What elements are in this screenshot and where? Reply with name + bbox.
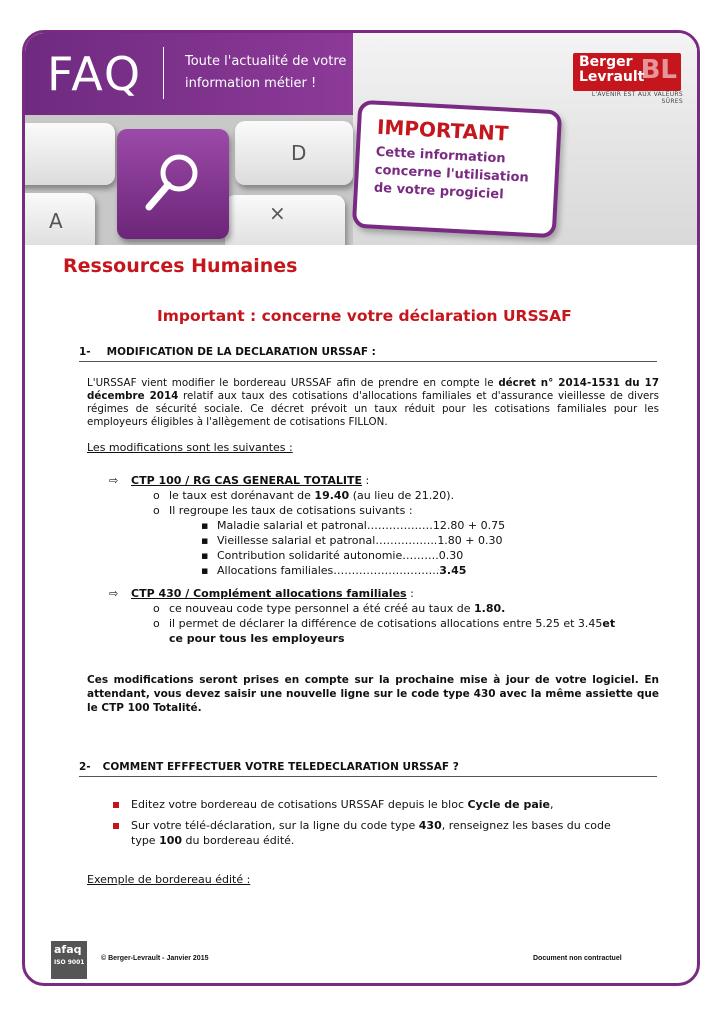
- section1-heading: 1- MODIFICATION DE LA DECLARATION URSSAF :: [79, 346, 376, 358]
- list-item: ▪ Contribution solidarité autonomie……….0.30: [201, 549, 464, 562]
- keyboard-key-d: D: [235, 121, 353, 185]
- modifications-label: Les modifications sont les suivantes :: [87, 441, 293, 454]
- list-item: ▪ Maladie salarial et patronal………………12.80 + 0.75: [201, 519, 506, 532]
- red-square-icon: [113, 802, 119, 808]
- faq-divider: [163, 47, 164, 99]
- search-icon: [117, 129, 229, 239]
- berger-levrault-logo: Berger Levrault BL: [573, 53, 681, 91]
- section1-rule: [79, 361, 657, 362]
- footer-copyright: © Berger-Levrault - Janvier 2015: [101, 955, 209, 962]
- ctp100-block: ⇨ CTP 100 / RG CAS GENERAL TOTALITE : o le taux est dorénavant de 19.40 (au lieu de 21.20). o Il regroupe les taux de cotisations suivants : ▪ Maladie salarial et patronal………………12.80 + 0.75 ▪ Vieillesse salarial et patronal……………..1.80 + 0.30 ▪ Contribution solidarité autonomie……….0.30 ▪ Allocations familiales………………………..3.45: [109, 473, 669, 578]
- ctp430-block: ⇨ CTP 430 / Complément allocations familiales : o ce nouveau code type personnel a été créé au taux de 1.80. o il permet de déclarer la différence de cotisations allocations entre 5.25 et 3.45et ce pour tous les employeurs: [109, 587, 616, 645]
- logo-slogan: L'AVENIR EST AUX VALEURS SÛRES: [591, 91, 683, 105]
- list-item: ▪ Vieillesse salarial et patronal……………..1.80 + 0.30: [201, 534, 503, 547]
- update-note: Ces modifications seront prises en compte sur la prochaine mise à jour de votre logiciel. En attendant, vous devez saisir une nouvelle ligne sur le code type 430 avec la même assiette que le CTP 100 Totalité.: [87, 674, 659, 714]
- section2-rule: [79, 776, 657, 777]
- page-subtitle: Important : concerne votre déclaration URSSAF: [157, 307, 572, 325]
- tagline: Toute l'actualité de votre information métier !: [185, 54, 347, 91]
- list-item: Sur votre télé-déclaration, sur la ligne du code type 430, renseignez les bases du code: [113, 818, 661, 833]
- list-item: ▪ Allocations familiales………………………..3.45: [201, 564, 467, 577]
- section2-heading: 2- COMMENT EFFFECTUER VOTRE TELEDECLARATION URSSAF ?: [79, 761, 459, 773]
- section2-list: Editez votre bordereau de cotisations URSSAF depuis le bloc Cycle de paie, Sur votre télé-déclaration, sur la ligne du code type 430, renseignez les bases du code type 100 du bordereau édité.: [113, 797, 661, 848]
- keyboard-key-a: A: [25, 193, 95, 245]
- keyboard-key: ×: [225, 195, 345, 245]
- keyboard-key: [25, 123, 115, 185]
- search-key: [117, 129, 229, 239]
- page-frame: [22, 30, 700, 986]
- keyboard-image: [25, 115, 353, 245]
- footer-disclaimer: Document non contractuel: [533, 955, 622, 962]
- list-item: Editez votre bordereau de cotisations URSSAF depuis le bloc Cycle de paie,: [113, 797, 661, 812]
- important-title: IMPORTANT: [376, 114, 510, 146]
- faq-title: FAQ: [47, 47, 143, 101]
- header-banner: [25, 33, 697, 245]
- red-square-icon: [113, 823, 119, 829]
- faq-band: [25, 33, 353, 115]
- page-title: Ressources Humaines: [63, 255, 298, 277]
- afaq-logo: afaq ISO 9001: [51, 941, 87, 979]
- section1-intro: L'URSSAF vient modifier le bordereau URSSAF afin de prendre en compte le décret n° 2014-1531 du 17 décembre 2014 relatif aux taux des cotisations d'allocations familiales et d'assurance vieillesse de divers régimes de sécurité sociale. Ce décret prévoit un taux réduit pour les cotisations familiales pour les employeurs éligibles à l'allègement de cotisations FILLON.: [87, 377, 659, 428]
- example-label: Exemple de bordereau édité :: [87, 873, 251, 886]
- important-card: IMPORTANT Cette information concerne l'utilisation de votre progiciel: [352, 100, 562, 239]
